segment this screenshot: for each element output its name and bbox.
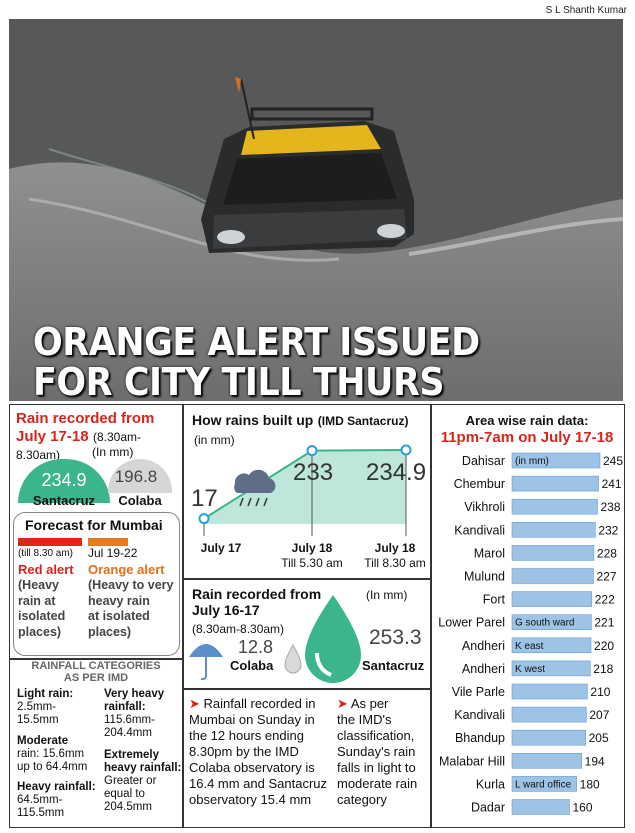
category-text: 64.5mm-: [17, 794, 63, 806]
area-bar: [512, 800, 569, 815]
area-value-label: 227: [596, 569, 617, 584]
red-desc-line: (Heavy: [18, 578, 59, 592]
red-desc-line: isolated: [18, 609, 66, 623]
note-line: moderate rain: [337, 776, 418, 791]
buildup-value-label: 17: [191, 485, 218, 512]
area-value-label: 180: [579, 777, 600, 792]
note-right: [337, 696, 429, 808]
buildup-tick-label: July 18: [291, 541, 333, 555]
area-name-label: Bhandup: [454, 731, 505, 746]
note-line: falls in light to: [337, 760, 416, 775]
santacruz-value: 234.9: [41, 470, 87, 490]
area-value-label: 228: [596, 546, 617, 561]
category-label: Light rain:: [17, 688, 74, 700]
area-value-label: 221: [594, 615, 615, 630]
orange-swatch: [88, 538, 128, 546]
recorded-17-18-period: (8.30am-8.30am): [16, 430, 142, 462]
area-name-label: Malabar Hill: [439, 754, 505, 769]
colaba-16-17-label: Colaba: [230, 658, 274, 673]
colaba-label: Colaba: [118, 493, 162, 508]
buildup-title: How rains built up: [192, 412, 314, 428]
red-alert-desc: [18, 578, 65, 640]
recorded-16-17-title-line: Rain recorded from: [192, 586, 322, 602]
area-bar: [512, 545, 594, 560]
category-text: 15.5mm: [17, 714, 59, 726]
note-line: observatory 15.4 mm: [189, 792, 312, 807]
area-value-label: 220: [594, 638, 615, 653]
area-bar: [512, 522, 595, 537]
orange-desc-line: heavy rain: [88, 593, 150, 608]
area-bar: [512, 569, 594, 584]
red-desc-line: places): [18, 624, 62, 639]
divider-mid-h1: [182, 578, 431, 580]
categories-title-line: RAINFALL CATEGORIES: [31, 660, 161, 672]
category-label: Very heavy: [104, 688, 165, 700]
area-name-label: Kandivali: [454, 708, 505, 723]
area-name-label: Vile Parle: [451, 685, 505, 699]
red-alert-label: Red alert: [18, 562, 74, 577]
headline: [33, 322, 480, 401]
area-bar-label: K west: [515, 663, 546, 675]
area-bar: [512, 476, 599, 491]
buildup-point: [200, 514, 209, 523]
hero-photo: [9, 19, 623, 401]
note-line: ➤ As per: [337, 696, 389, 711]
photo-credit: S L Shanth Kumar: [545, 5, 627, 16]
arrow-icon: ➤: [189, 696, 200, 711]
category-text: Greater or: [104, 775, 157, 787]
area-value-label: 238: [600, 500, 621, 515]
santacruz-label: Santacruz: [32, 493, 96, 508]
forecast-title: Forecast for Mumbai: [25, 517, 163, 533]
area-bar-label: L ward office: [515, 779, 572, 791]
category-text: heavy rainfall:: [104, 762, 182, 774]
note-line: category: [337, 792, 387, 807]
buildup-tick-label: Till 8.30 am: [364, 556, 426, 570]
area-bar-label: K east: [515, 640, 544, 652]
buildup-tick-label: Till 5.30 am: [281, 556, 343, 570]
area-name-label: Kandivali: [454, 523, 505, 538]
category-text: 115.5mm: [17, 807, 65, 819]
area-bar: [512, 730, 586, 745]
red-desc-line: rain at: [18, 593, 56, 608]
rain-cloud-icon: [234, 470, 275, 493]
area-name-label: Andheri: [461, 638, 505, 653]
area-value-label: 245: [603, 454, 623, 468]
category-very-heavy: [104, 688, 182, 740]
santacruz-16-17-value: 253.3: [369, 626, 422, 649]
area-bar: [512, 707, 586, 722]
category-text: 115.6mm-: [104, 714, 155, 726]
recorded-16-17-unit: (In mm): [366, 588, 408, 602]
categories-title: [14, 660, 178, 684]
area-value-label: 207: [589, 708, 610, 723]
orange-alert-label: Orange alert: [88, 562, 165, 577]
category-text: rainfall:: [104, 701, 146, 713]
orange-desc-line: (Heavy to very: [88, 578, 174, 592]
note-line: 16.4 mm and Santacruz: [189, 776, 328, 791]
orange-alert-desc: [88, 578, 173, 640]
buildup-tick-label: July 17: [200, 541, 242, 555]
area-bar-label: (in mm): [515, 456, 549, 467]
category-moderate: [17, 735, 101, 774]
buildup-point: [308, 446, 317, 455]
area-name-label: Vikhroli: [464, 500, 505, 515]
note-line: Mumbai on Sunday in: [189, 712, 315, 727]
buildup-source: (IMD Santacruz): [317, 414, 409, 428]
area-value-label: 160: [572, 800, 593, 815]
area-value-label: 205: [588, 731, 609, 746]
area-value-label: 232: [598, 523, 619, 538]
recorded-17-18-title: Rain recorded from July 17-18: [16, 410, 155, 445]
colaba-value: 196.8: [114, 467, 158, 486]
area-bar: [512, 499, 597, 514]
category-extremely-heavy: [104, 749, 182, 814]
note-line: the IMD's: [337, 712, 392, 727]
buildup-unit: (in mm): [194, 433, 235, 447]
note-line: Colaba observatory is: [189, 760, 315, 775]
note-line: Sunday's rain: [337, 744, 416, 759]
area-title: Area wise rain data:: [465, 413, 589, 428]
big-drop-icon: [305, 595, 361, 683]
category-text: 204.5mm: [104, 801, 152, 813]
area-name-label: Marol: [473, 546, 505, 561]
area-name-label: Lower Parel: [438, 615, 505, 630]
orange-period: Jul 19-22: [88, 546, 138, 560]
area-bar: [512, 753, 582, 768]
santacruz-16-17-label: Santacruz: [362, 658, 425, 673]
note-left: [189, 696, 339, 808]
area-name-label: Dahisar: [461, 454, 505, 468]
area-name-label: Mulund: [464, 569, 505, 584]
area-name-label: Andheri: [461, 661, 505, 676]
note-line: ➤ Rainfall recorded in: [189, 696, 316, 711]
umbrella-icon: [189, 644, 223, 679]
buildup-value-label: 234.9: [366, 459, 427, 486]
area-value-label: 210: [590, 685, 611, 699]
category-label: Extremely: [104, 749, 159, 761]
area-value-label: 218: [593, 661, 614, 676]
recorded-16-17-title-line: July 16-17: [192, 602, 260, 618]
buildup-point: [402, 446, 411, 455]
area-bar: [512, 684, 587, 699]
area-value-label: 222: [594, 592, 615, 607]
headline-line-1: ORANGE ALERT ISSUED: [33, 320, 480, 364]
area-name-label: Dadar: [470, 800, 505, 815]
category-label: Heavy rainfall:: [17, 781, 96, 793]
area-value-label: 194: [584, 754, 605, 769]
red-period: (till 8.30 am): [18, 548, 74, 559]
buildup-tick-label: July 18: [374, 541, 416, 555]
arrow-icon: ➤: [337, 696, 348, 711]
red-swatch: [18, 538, 82, 546]
category-text: 204.4mm: [104, 727, 152, 739]
note-line: 8.30pm by the IMD: [189, 744, 299, 759]
note-line: classification,: [337, 728, 415, 743]
orange-desc-line: places): [88, 624, 132, 639]
divider-mid-h2: [182, 688, 431, 690]
area-bar-chart: [431, 450, 623, 825]
note-line: the 12 hours ending: [189, 728, 304, 743]
orange-desc-line: at isolated: [88, 609, 150, 623]
category-heavy: [17, 781, 101, 820]
area-bar-label: G south ward: [515, 617, 575, 629]
area-subtitle: 11pm-7am on July 17-18: [440, 429, 614, 446]
buildup-header: [192, 412, 408, 430]
category-text: equal to: [104, 788, 145, 800]
recorded-16-17-period: (8.30am-8.30am): [192, 622, 285, 636]
buildup-value-label: 233: [293, 459, 334, 486]
category-label: Moderate: [17, 735, 69, 747]
area-value-label: 241: [601, 477, 622, 492]
buildup-chart: [183, 440, 430, 577]
colaba-16-17-value: 12.8: [238, 637, 274, 657]
category-text: up to 64.4mm: [17, 761, 88, 773]
area-name-label: Chembur: [453, 477, 505, 492]
categories-subtitle: AS PER IMD: [63, 672, 129, 684]
small-drop-icon: [285, 645, 301, 673]
category-light: [17, 688, 97, 727]
category-text: rain: 15.6mm: [17, 748, 85, 760]
recorded-17-18-unit: (In mm): [92, 445, 134, 459]
area-bar: [512, 592, 592, 607]
area-name-label: Fort: [482, 592, 505, 607]
area-name-label: Kurla: [475, 777, 505, 792]
headline-line-2: FOR CITY TILL THURS: [33, 360, 445, 401]
category-text: 2.5mm-: [17, 701, 56, 713]
